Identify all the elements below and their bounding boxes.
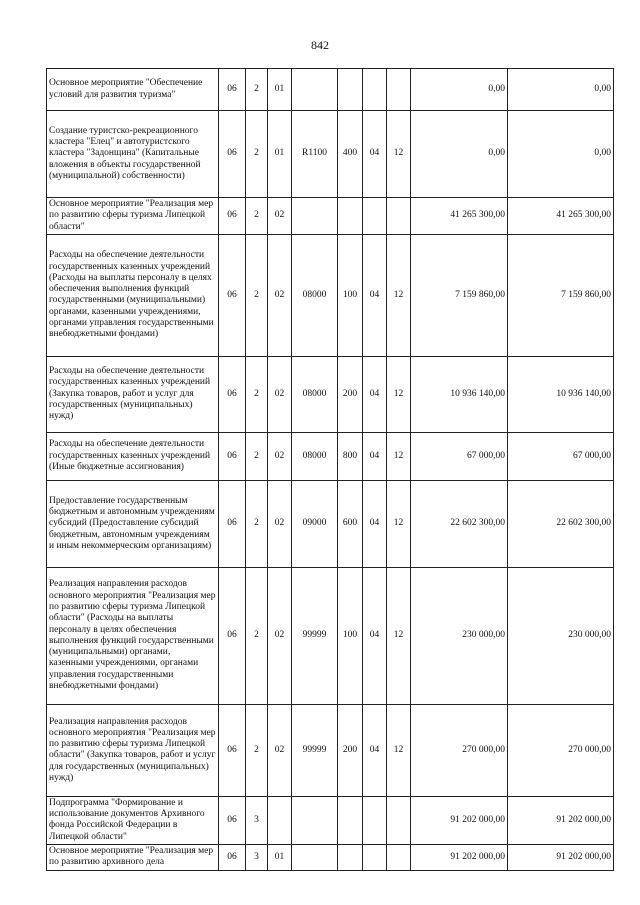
code-expense-type: 100: [338, 234, 363, 356]
code-subprogram: 2: [246, 198, 268, 235]
code-section: 04: [363, 356, 387, 432]
amount-year-1: 91 202 000,00: [411, 845, 508, 871]
table-row: [47, 198, 614, 235]
code-direction: [292, 69, 338, 111]
code-subsection: 12: [387, 480, 411, 567]
amount-year-2: 270 000,00: [508, 704, 614, 796]
code-subsection: 12: [387, 356, 411, 432]
code-section: 04: [363, 111, 387, 198]
code-section: 04: [363, 567, 387, 704]
row-name: Расходы на обеспечение деятельности государственных казенных учреждений (Расходы на выплаты персоналу в целях обеспечения выполнения функций государственными (муниципальными) органами, казенными учреждениями, органами управления государственными внебюджетными фондами): [47, 234, 219, 356]
code-measure: 02: [268, 567, 292, 704]
code-measure: 02: [268, 198, 292, 235]
code-section: 04: [363, 432, 387, 480]
code-direction: 09000: [292, 480, 338, 567]
table-row: [47, 234, 614, 356]
code-direction: 08000: [292, 356, 338, 432]
table-row: [47, 845, 614, 871]
code-admin: 06: [219, 69, 246, 111]
amount-year-1: 67 000,00: [411, 432, 508, 480]
amount-year-1: 10 936 140,00: [411, 356, 508, 432]
code-expense-type: [338, 198, 363, 235]
code-expense-type: [338, 845, 363, 871]
code-expense-type: 600: [338, 480, 363, 567]
code-subprogram: 2: [246, 704, 268, 796]
code-section: 04: [363, 234, 387, 356]
code-measure: 01: [268, 845, 292, 871]
code-admin: 06: [219, 198, 246, 235]
amount-year-1: 22 602 300,00: [411, 480, 508, 567]
row-name: Основное мероприятие "Реализация мер по развитию сферы туризма Липецкой области": [47, 198, 219, 235]
code-measure: 02: [268, 356, 292, 432]
code-section: [363, 198, 387, 235]
code-direction: [292, 198, 338, 235]
row-name: Расходы на обеспечение деятельности государственных казенных учреждений (Закупка товаров, работ и услуг для государственных (муниципальных) нужд): [47, 356, 219, 432]
code-expense-type: [338, 69, 363, 111]
code-measure: 02: [268, 704, 292, 796]
row-name: Подпрограмма "Формирование и использование документов Архивного фонда Российской Федерации в Липецкой области": [47, 796, 219, 844]
code-subsection: [387, 69, 411, 111]
code-expense-type: 800: [338, 432, 363, 480]
code-measure: 02: [268, 234, 292, 356]
amount-year-1: 41 265 300,00: [411, 198, 508, 235]
amount-year-2: 67 000,00: [508, 432, 614, 480]
amount-year-1: 7 159 860,00: [411, 234, 508, 356]
code-measure: 01: [268, 69, 292, 111]
code-subsection: 12: [387, 111, 411, 198]
code-subsection: 12: [387, 567, 411, 704]
code-admin: 06: [219, 432, 246, 480]
code-expense-type: 100: [338, 567, 363, 704]
code-direction: 99999: [292, 704, 338, 796]
amount-year-2: 0,00: [508, 111, 614, 198]
code-subsection: 12: [387, 704, 411, 796]
code-subprogram: 2: [246, 111, 268, 198]
code-subprogram: 3: [246, 845, 268, 871]
code-direction: 08000: [292, 234, 338, 356]
table-body: [47, 69, 614, 871]
table-row: [47, 432, 614, 480]
amount-year-1: 270 000,00: [411, 704, 508, 796]
code-admin: 06: [219, 111, 246, 198]
code-subsection: [387, 845, 411, 871]
amount-year-1: 0,00: [411, 69, 508, 111]
code-subprogram: 2: [246, 432, 268, 480]
table-row: [47, 69, 614, 111]
row-name: Расходы на обеспечение деятельности государственных казенных учреждений (Иные бюджетные ассигнования): [47, 432, 219, 480]
amount-year-2: 7 159 860,00: [508, 234, 614, 356]
code-subsection: 12: [387, 234, 411, 356]
amount-year-2: 91 202 000,00: [508, 796, 614, 844]
code-subsection: [387, 198, 411, 235]
code-subprogram: 3: [246, 796, 268, 844]
code-measure: 02: [268, 432, 292, 480]
code-subprogram: 2: [246, 480, 268, 567]
table-row: [47, 356, 614, 432]
amount-year-2: 22 602 300,00: [508, 480, 614, 567]
row-name: Реализация направления расходов основного мероприятия "Реализация мер по развитию сферы туризма Липецкой области" (Расходы на выплаты персоналу в целях обеспечения выполнения функций государственными (муниципальными) органами, казенными учреждениями, органами управления государственными внебюджетными фондами): [47, 567, 219, 704]
code-section: 04: [363, 480, 387, 567]
code-direction: [292, 845, 338, 871]
code-section: 04: [363, 704, 387, 796]
row-name: Основное мероприятие "Реализация мер по развитию архивного дела: [47, 845, 219, 871]
code-admin: 06: [219, 567, 246, 704]
amount-year-2: 91 202 000,00: [508, 845, 614, 871]
amount-year-1: 230 000,00: [411, 567, 508, 704]
code-expense-type: 200: [338, 704, 363, 796]
code-admin: 06: [219, 704, 246, 796]
row-name: Реализация направления расходов основного мероприятия "Реализация мер по развитию сферы туризма Липецкой области" (Закупка товаров, работ и услуг для государственных (муниципальных) нужд): [47, 704, 219, 796]
code-admin: 06: [219, 796, 246, 844]
code-subprogram: 2: [246, 234, 268, 356]
amount-year-2: 41 265 300,00: [508, 198, 614, 235]
code-direction: 08000: [292, 432, 338, 480]
table-row: [47, 704, 614, 796]
amount-year-2: 230 000,00: [508, 567, 614, 704]
budget-table: [46, 68, 614, 871]
row-name: Создание туристско-рекреационного кластера "Елец" и автотуристского кластера "Задонщина" (Капитальные вложения в объекты государственной (муниципальной) собственности): [47, 111, 219, 198]
code-admin: 06: [219, 845, 246, 871]
amount-year-1: 0,00: [411, 111, 508, 198]
code-subsection: 12: [387, 432, 411, 480]
table-row: [47, 796, 614, 844]
code-subprogram: 2: [246, 356, 268, 432]
amount-year-2: 0,00: [508, 69, 614, 111]
code-measure: 01: [268, 111, 292, 198]
code-subprogram: 2: [246, 567, 268, 704]
code-admin: 06: [219, 480, 246, 567]
code-direction: [292, 796, 338, 844]
amount-year-1: 91 202 000,00: [411, 796, 508, 844]
code-section: [363, 796, 387, 844]
code-subprogram: 2: [246, 69, 268, 111]
code-section: [363, 69, 387, 111]
code-expense-type: [338, 796, 363, 844]
code-direction: 99999: [292, 567, 338, 704]
row-name: Основное мероприятие "Обеспечение условий для развития туризма": [47, 69, 219, 111]
code-direction: R1100: [292, 111, 338, 198]
code-expense-type: 200: [338, 356, 363, 432]
code-admin: 06: [219, 356, 246, 432]
amount-year-2: 10 936 140,00: [508, 356, 614, 432]
code-subsection: [387, 796, 411, 844]
code-measure: 02: [268, 480, 292, 567]
table-row: [47, 111, 614, 198]
code-admin: 06: [219, 234, 246, 356]
table-row: [47, 480, 614, 567]
code-section: [363, 845, 387, 871]
code-expense-type: 400: [338, 111, 363, 198]
table-row: [47, 567, 614, 704]
code-measure: [268, 796, 292, 844]
page-number: 842: [311, 38, 329, 52]
row-name: Предоставление государственным бюджетным и автономным учреждениям субсидий (Предоставление субсидий бюджетным, автономным учреждениям и иным некоммерческим организациям): [47, 480, 219, 567]
